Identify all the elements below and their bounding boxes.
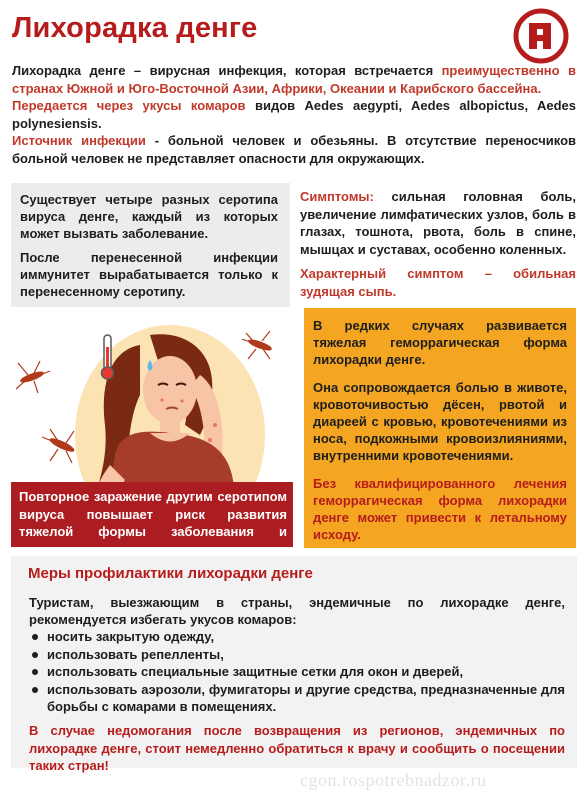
thermometer-icon: [102, 335, 114, 379]
list-item: использовать репелленты,: [29, 646, 565, 664]
mosquito-icon: [242, 331, 272, 359]
prevention-final: В случае недомогания после возвращения из регионов, эндемичных по лихорадке денге, стоит немедленно обратиться к врачу и сообщить о посещении таких стран!: [29, 723, 565, 773]
intro-paragraph-3: Источник инфекции - больной человек и обезьяны. В отсутствие переносчиков больной человек не представляет опасности для окружающих.: [12, 133, 577, 166]
intro-paragraph-2: Передается через укусы комаров видов Aedes aegypti, Aedes albopictus, Aedes polynesiensis.: [12, 98, 576, 131]
serotypes-box: [11, 183, 290, 307]
reinfection-box: [11, 482, 293, 557]
severe-paragraph-2: Она сопровождается болью в животе, кровоточивостью дёсен, рвотой и диареей с кровью, кровотечениями из носа, подкожными кровоизлияниями, внутренними кровотечениями.: [313, 380, 567, 463]
intro-text: [12, 62, 576, 167]
intro-paragraph-1: Лихорадка денге – вирусная инфекция, которая встречается преимущественно в странах Южной и Юго-Восточной Азии, Африки, Океании и Карибского бассейна.: [12, 63, 576, 96]
serotypes-paragraph-1: Существует четыре разных серотипа вируса денге, каждый из которых может вызвать заболевание.: [20, 192, 278, 241]
page-title: Лихорадка денге: [12, 12, 258, 44]
symptoms-label: Симптомы:: [300, 189, 374, 204]
symptoms-section: [300, 188, 576, 307]
watermark: cgon.rospotrebnadzor.ru: [300, 770, 487, 790]
reinfection-text: Повторное заражение другим серотипом вируса повышает риск развития тяжелой формы заболевания и летального исхода: [19, 489, 287, 557]
mosquito-icon: [16, 361, 50, 393]
list-item: использовать специальные защитные сетки для окон и дверей,: [29, 663, 565, 681]
list-item: использовать аэрозоли, фумигаторы и другие средства, предназначенные для борьбы с комарами в помещениях.: [29, 681, 565, 716]
characteristic-symptom: Характерный симптом – обильная зудящая сыпь.: [300, 266, 576, 299]
logo-icon: [513, 8, 569, 64]
mosquito-icon: [42, 429, 75, 463]
prevention-list: [29, 628, 565, 716]
list-item: носить закрытую одежду,: [29, 628, 565, 646]
prevention-title: Меры профилактики лихорадки денге: [28, 565, 313, 582]
severe-form-box: [304, 308, 576, 548]
serotypes-paragraph-2: После перенесенной инфекции иммунитет вырабатывается только к перенесенному серотипу.: [20, 250, 278, 299]
severe-paragraph-1: В редких случаях развивается тяжелая геморрагическая форма лихорадки денге.: [313, 318, 567, 367]
severe-paragraph-3: Без квалифицированного лечения геморрагическая форма лихорадки денге может привести к летальному исходу.: [313, 476, 567, 542]
prevention-box: [11, 556, 577, 773]
prevention-lead: Туристам, выезжающим в страны, эндемичные по лихорадке денге, рекомендуется избегать укусов комаров:: [29, 595, 565, 627]
symptoms-paragraph: Симптомы: сильная головная боль, увеличение лимфатических узлов, боль в глазах, тошнота, рвота, боль в спине, мышцах и суставах, особенно коленных.: [300, 189, 576, 257]
